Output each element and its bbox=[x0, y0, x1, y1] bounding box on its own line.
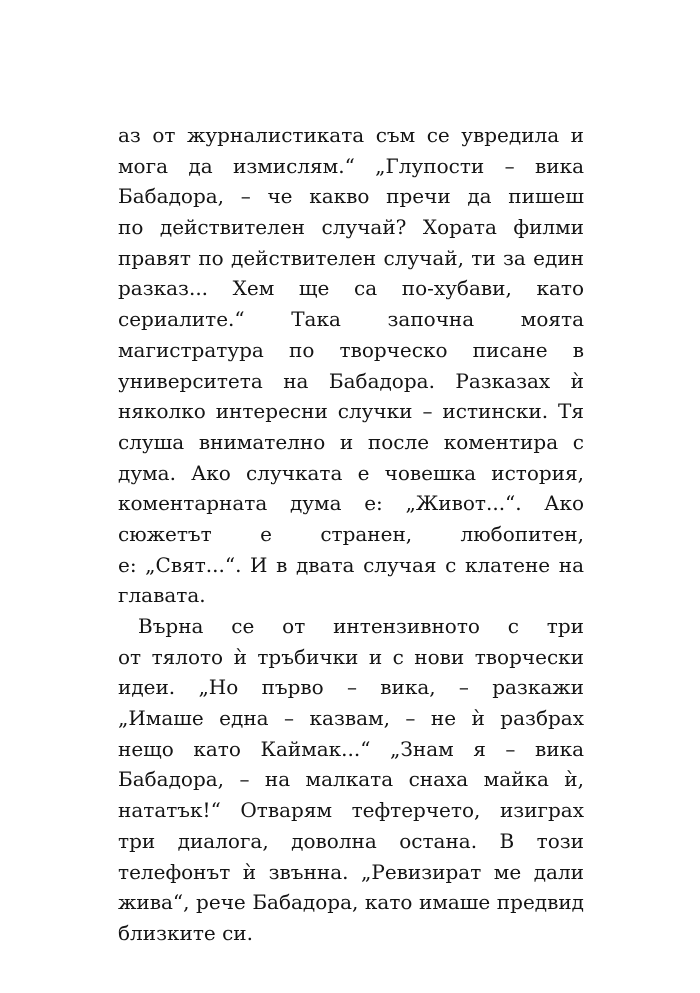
text-line: сюжетът е странен, любопитен, bbox=[118, 521, 584, 546]
text-line: идеи. „Но първо – вика, – разкажи bbox=[118, 675, 584, 700]
text-line: телефонът ѝ звънна. „Ревизират ме дали bbox=[118, 859, 584, 884]
text-line: нататък!“ Отварям тефтерчето, изиграх bbox=[118, 798, 584, 823]
text-line: дума. Ако случката е човешка история, bbox=[118, 460, 584, 485]
text-line: правят по действителен случай, ти за един bbox=[118, 245, 584, 270]
text-line: от тялото ѝ тръбички и с нови творчески bbox=[118, 644, 584, 669]
text-line: Бабадора, – на малката снаха майка ѝ, bbox=[118, 767, 584, 792]
text-line: няколко интересни случки – истински. Тя bbox=[118, 399, 584, 424]
text-line: Върна се от интензивното с три bbox=[138, 614, 584, 638]
text-line: слуша внимателно и после коментира с bbox=[118, 429, 584, 454]
text-line: аз от журналистиката съм се увредила и bbox=[118, 123, 584, 147]
text-line: университета на Бабадора. Разказах ѝ bbox=[118, 368, 584, 393]
text-line: по действителен случай? Хората филми bbox=[118, 215, 584, 240]
text-line: „Имаше една – казвам, – не ѝ разбрах bbox=[118, 706, 584, 731]
text-line: магистратура по творческо писане в bbox=[118, 337, 584, 362]
text-line: е: „Свят...“. И в двата случая с клатене на bbox=[118, 552, 584, 577]
text-line: коментарната дума е: „Живот...“. Ако bbox=[118, 491, 584, 516]
text-line: Бабадора, – че какво пречи да пишеш bbox=[118, 184, 584, 209]
text-line: разказ... Хем ще са по-хубави, като bbox=[118, 276, 584, 301]
text-line: три диалога, доволна остана. В този bbox=[118, 828, 584, 853]
body-text bbox=[118, 120, 584, 949]
text-line: близките си. bbox=[118, 920, 253, 945]
text-line: жива“, рече Бабадора, като имаше предвид bbox=[118, 890, 584, 915]
text-line: главата. bbox=[118, 583, 206, 608]
text-line: сериалите.“ Така започна моята bbox=[118, 307, 584, 332]
text-line: мога да измислям.“ „Глупости – вика bbox=[118, 153, 584, 178]
text-line: нещо като Каймак...“ „Знам я – вика bbox=[118, 736, 584, 761]
